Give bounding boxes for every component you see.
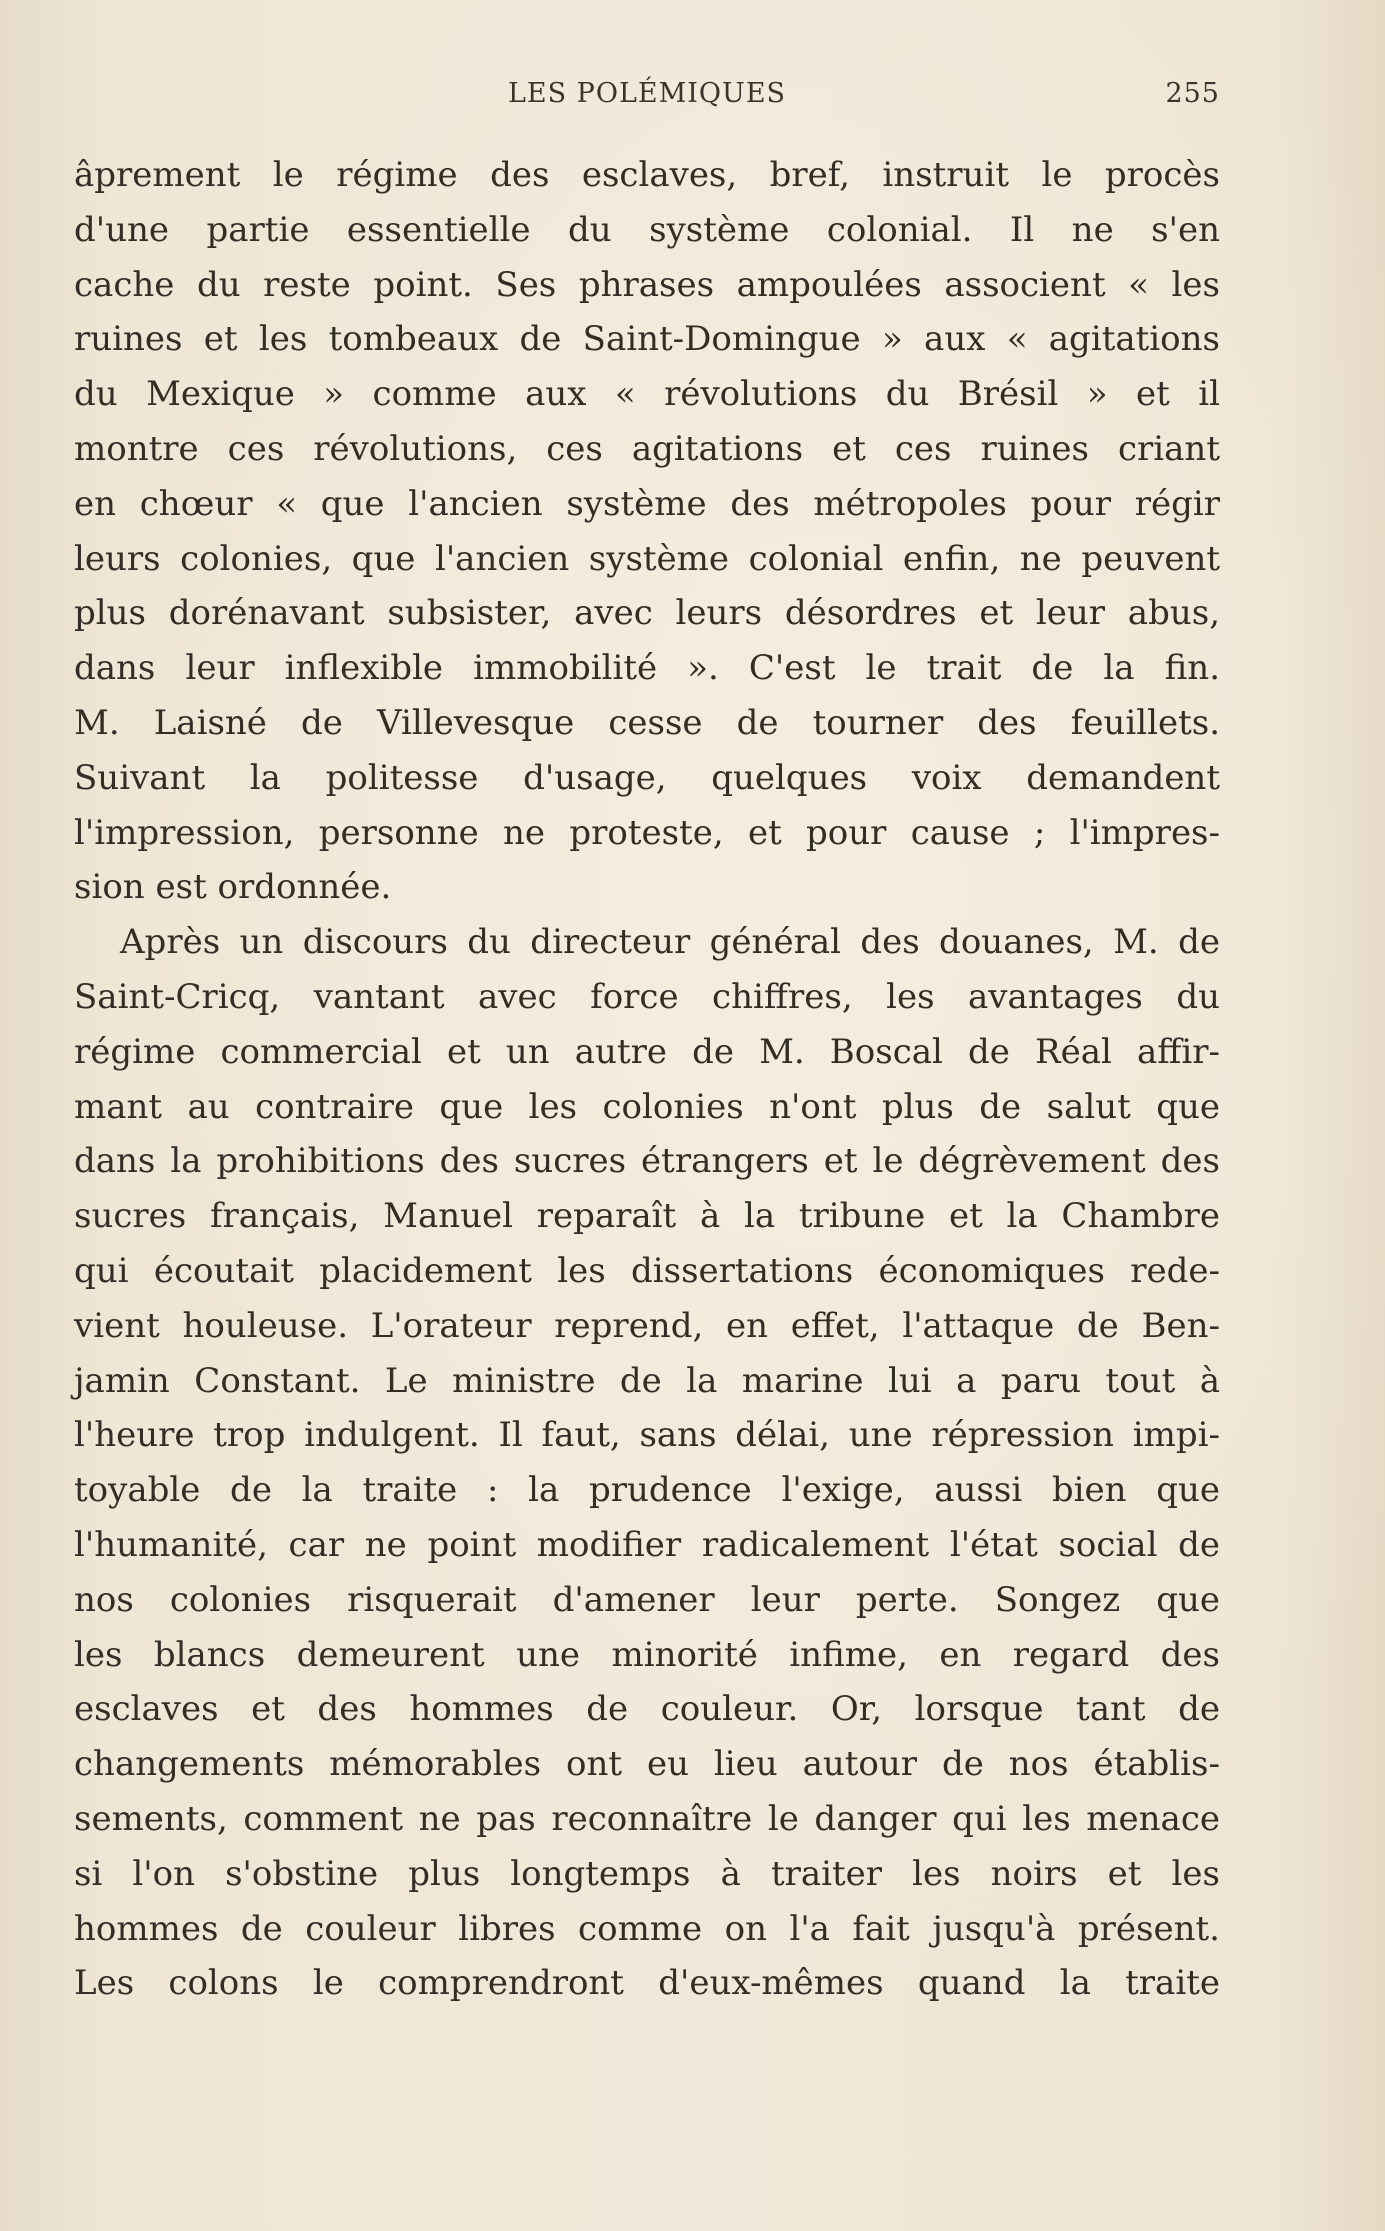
text-line: si l'on s'obstine plus longtemps à traiter les noirs et les — [74, 1853, 1220, 1894]
text-line: qui écoutait placidement les dissertations économiques rede- — [74, 1250, 1220, 1291]
text-line: sucres français, Manuel reparaît à la tribune et la Chambre — [74, 1196, 1220, 1237]
text-line: d'une partie essentielle du système colonial. Il ne s'en — [74, 209, 1220, 250]
paragraph-start-line: Après un discours du directeur général des douanes, M. de — [120, 922, 1220, 963]
text-line: Saint-Cricq, vantant avec force chiffres, les avantages du — [74, 976, 1220, 1017]
text-line: jamin Constant. Le ministre de la marine lui a paru tout à — [74, 1360, 1220, 1401]
body-text — [74, 148, 1220, 2011]
paragraph-end-line: sion est ordonnée. — [74, 867, 392, 908]
text-line: dans la prohibitions des sucres étrangers et le dégrèvement des — [74, 1141, 1220, 1182]
running-title: LES POLÉMIQUES — [507, 78, 787, 109]
text-line: leurs colonies, que l'ancien système colonial enfin, ne peuvent — [74, 538, 1220, 579]
text-line: en chœur « que l'ancien système des métropoles pour régir — [74, 483, 1220, 524]
text-line: l'humanité, car ne point modifier radicalement l'état social de — [74, 1524, 1220, 1565]
text-line: les blancs demeurent une minorité infime, en regard des — [74, 1634, 1220, 1675]
text-line: toyable de la traite : la prudence l'exige, aussi bien que — [74, 1470, 1220, 1511]
text-line: vient houleuse. L'orateur reprend, en effet, l'attaque de Ben- — [74, 1305, 1220, 1346]
text-line: Suivant la politesse d'usage, quelques voix demandent — [74, 757, 1220, 798]
text-line: cache du reste point. Ses phrases ampoulées associent « les — [74, 264, 1220, 305]
text-line: plus dorénavant subsister, avec leurs désordres et leur abus, — [74, 593, 1220, 634]
text-line: sements, comment ne pas reconnaître le danger qui les menace — [74, 1798, 1220, 1839]
text-line: âprement le régime des esclaves, bref, instruit le procès — [74, 155, 1220, 195]
page-header — [74, 78, 1220, 118]
text-line: régime commercial et un autre de M. Boscal de Réal affir- — [74, 1031, 1220, 1072]
text-line: l'heure trop indulgent. Il faut, sans délai, une répression impi- — [74, 1415, 1220, 1456]
text-line: hommes de couleur libres comme on l'a fait jusqu'à présent. — [74, 1908, 1220, 1949]
page-number: 255 — [1165, 78, 1220, 109]
text-line: esclaves et des hommes de couleur. Or, lorsque tant de — [74, 1689, 1220, 1730]
text-line: du Mexique » comme aux « révolutions du Brésil » et il — [74, 374, 1220, 415]
text-line: mant au contraire que les colonies n'ont plus de salut que — [74, 1086, 1220, 1127]
text-line: montre ces révolutions, ces agitations et ces ruines criant — [74, 428, 1220, 469]
text-line: dans leur inflexible immobilité ». C'est le trait de la fin. — [74, 648, 1220, 689]
text-line: M. Laisné de Villevesque cesse de tourner des feuillets. — [74, 702, 1220, 743]
text-line: nos colonies risquerait d'amener leur perte. Songez que — [74, 1579, 1220, 1620]
text-line: ruines et les tombeaux de Saint-Domingue » aux « agitations — [74, 319, 1220, 360]
text-line: l'impression, personne ne proteste, et pour cause ; l'impres- — [74, 812, 1220, 853]
text-line: changements mémorables ont eu lieu autour de nos établis- — [74, 1744, 1220, 1785]
text-line: Les colons le comprendront d'eux-mêmes quand la traite — [74, 1963, 1220, 2004]
